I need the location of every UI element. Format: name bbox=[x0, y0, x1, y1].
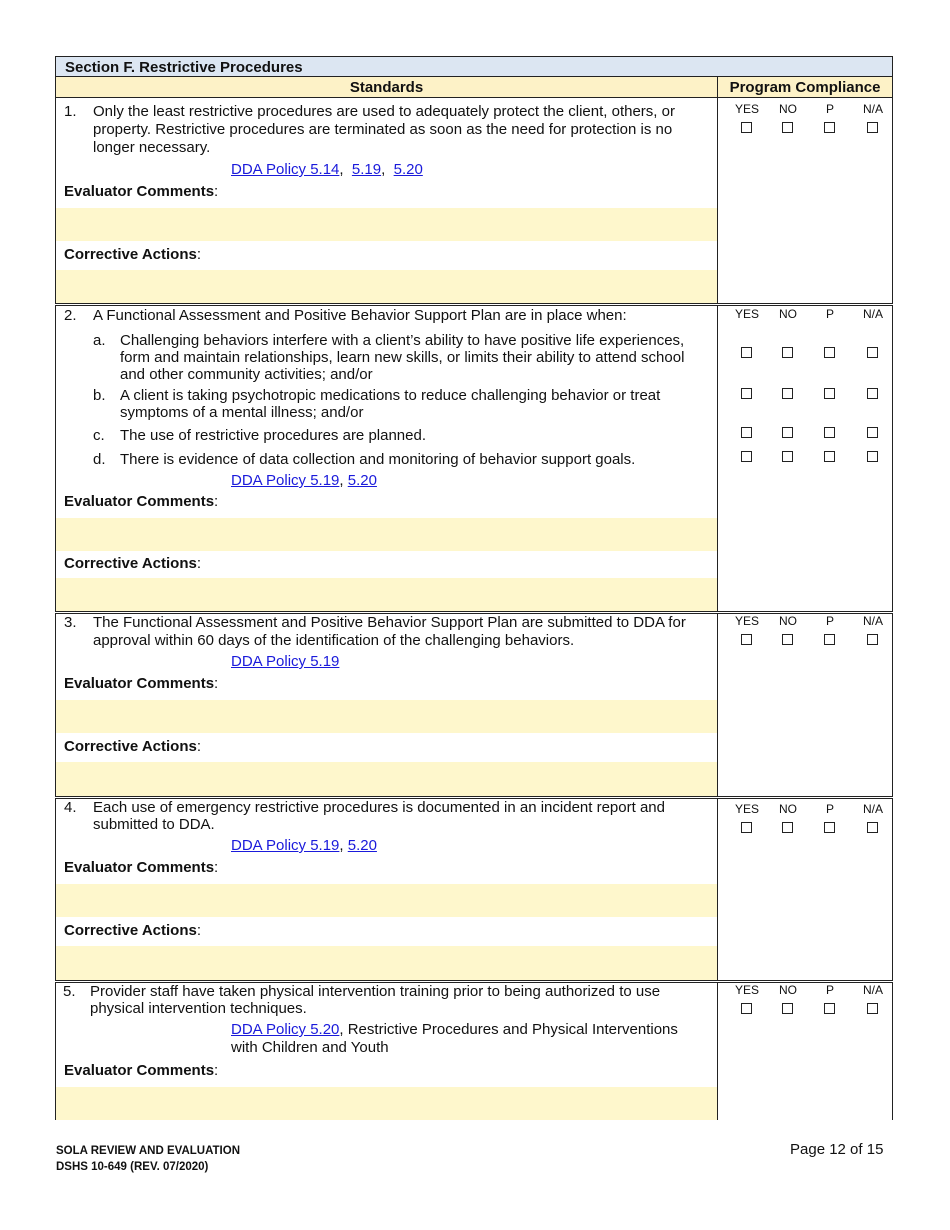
sub-text-line: and other community activities; and/or bbox=[120, 366, 373, 383]
form-footer bbox=[56, 1143, 240, 1175]
na-checkbox[interactable] bbox=[867, 388, 878, 399]
policy-link[interactable]: DDA Policy 5.19 bbox=[231, 472, 340, 489]
section-title: Section F. Restrictive Procedures bbox=[55, 56, 893, 77]
policy-ref: DDA Policy 5.19, 5.20 bbox=[231, 837, 377, 854]
policy-link[interactable]: 5.19 bbox=[351, 161, 382, 178]
yes-checkbox[interactable] bbox=[741, 634, 752, 645]
yes-checkbox[interactable] bbox=[741, 347, 752, 358]
sub-letter: b. bbox=[93, 387, 106, 404]
yes-checkbox[interactable] bbox=[741, 427, 752, 438]
partial-checkbox[interactable] bbox=[824, 822, 835, 833]
partial-checkbox[interactable] bbox=[824, 388, 835, 399]
na-checkbox[interactable] bbox=[867, 451, 878, 462]
no-checkbox[interactable] bbox=[782, 1003, 793, 1014]
sub-text-line: A client is taking psychotropic medications to reduce challenging behavior or treat bbox=[120, 387, 661, 404]
compliance-header: Program Compliance bbox=[717, 77, 893, 98]
policy-ref: DDA Policy 5.20, Restrictive Procedures and Physical Interventions bbox=[231, 1021, 678, 1038]
corrective-actions-field[interactable] bbox=[56, 270, 717, 303]
evaluator-comments-field[interactable] bbox=[56, 884, 717, 917]
no-checkbox[interactable] bbox=[782, 388, 793, 399]
standard-item-5: 5. Provider staff have taken physical intervention training prior to being authorized to use physical intervention techniques. DDA Policy 5.20, Restrictive Procedures and Physical Interventions with Children and Youth Evaluator Comments: YES NO P N/A bbox=[55, 983, 893, 1120]
na-checkbox[interactable] bbox=[867, 634, 878, 645]
no-checkbox[interactable] bbox=[782, 347, 793, 358]
policy-ref bbox=[231, 653, 339, 671]
form-name: SOLA REVIEW AND EVALUATION bbox=[56, 1145, 240, 1157]
partial-checkbox[interactable] bbox=[824, 122, 835, 133]
na-checkbox[interactable] bbox=[867, 427, 878, 438]
evaluator-comments-field[interactable] bbox=[56, 518, 717, 551]
corrective-actions-label: Corrective Actions: bbox=[64, 738, 201, 755]
sub-letter: d. bbox=[93, 451, 106, 468]
evaluator-comments-field[interactable] bbox=[56, 700, 717, 733]
yes-checkbox[interactable] bbox=[741, 822, 752, 833]
sub-text-line: symptoms of a mental illness; and/or bbox=[120, 404, 364, 421]
partial-checkbox[interactable] bbox=[824, 427, 835, 438]
item-text-line: physical intervention techniques. bbox=[90, 1000, 307, 1017]
no-checkbox[interactable] bbox=[782, 634, 793, 645]
standard-item-2: 2. A Functional Assessment and Positive Behavior Support Plan are in place when: a. Challenging behaviors interfere with a client’s ability to have positive life experiences, form and maintain relationships, learn new skills, or limits their ability to attend school and other community activities; and/or b. A client is taking psychotropic medications to reduce challenging behavior or treat symptoms of a mental illness; and/or c. The use of restrictive procedures are planned. d. There is evidence of data collection and monitoring of behavior support goals. DDA Policy 5.19, 5.20 Evaluator Comments: Corrective Actions: YES NO P N/A bbox=[55, 306, 893, 611]
policy-link[interactable]: 5.20 bbox=[393, 161, 423, 178]
sub-text-line: form and maintain relationships, learn new skills, or limits their ability to attend school bbox=[120, 349, 685, 366]
policy-ref: DDA Policy 5.14, 5.19, 5.20 bbox=[231, 161, 423, 178]
standards-header: Standards bbox=[55, 77, 718, 98]
item-number: 5. bbox=[63, 983, 76, 1000]
corrective-actions-label: Corrective Actions: bbox=[64, 555, 201, 572]
sub-text-line: Challenging behaviors interfere with a client’s ability to have positive life experiences, bbox=[120, 332, 685, 349]
partial-checkbox[interactable] bbox=[824, 347, 835, 358]
yes-checkbox[interactable] bbox=[741, 1003, 752, 1014]
na-checkbox[interactable] bbox=[867, 347, 878, 358]
item-text-line: The Functional Assessment and Positive Behavior Support Plan are submitted to DDA for bbox=[93, 614, 686, 631]
evaluator-comments-label: Evaluator Comments: bbox=[64, 859, 219, 876]
policy-link[interactable]: 5.20 bbox=[347, 837, 377, 854]
item-text-line: longer necessary. bbox=[93, 139, 211, 156]
yes-checkbox[interactable] bbox=[741, 451, 752, 462]
evaluator-comments-label: Evaluator Comments: bbox=[64, 493, 219, 510]
na-checkbox[interactable] bbox=[867, 1003, 878, 1014]
standard-item-3: 3. The Functional Assessment and Positive Behavior Support Plan are submitted to DDA for approval within 60 days of the identification of the challenging behaviors. DDA Policy 5.19 Evaluator Comments: Corrective Actions: YES NO P N/A bbox=[55, 614, 893, 796]
form-section bbox=[55, 56, 893, 1120]
sub-text-line: The use of restrictive procedures are planned. bbox=[120, 427, 426, 444]
policy-link[interactable]: DDA Policy 5.19 bbox=[231, 653, 340, 670]
evaluator-comments-label: Evaluator Comments: bbox=[64, 675, 219, 692]
item-text-line: Only the least restrictive procedures are used to adequately protect the client, others, or bbox=[93, 103, 675, 120]
item-number: 1. bbox=[64, 103, 77, 120]
no-checkbox[interactable] bbox=[782, 122, 793, 133]
corrective-actions-field[interactable] bbox=[56, 946, 717, 980]
partial-checkbox[interactable] bbox=[824, 634, 835, 645]
evaluator-comments-field[interactable] bbox=[56, 1087, 717, 1120]
item-number: 3. bbox=[64, 614, 77, 631]
sub-letter: a. bbox=[93, 332, 106, 349]
na-checkbox[interactable] bbox=[867, 822, 878, 833]
corrective-actions-label: Corrective Actions: bbox=[64, 922, 201, 939]
item-number: 2. bbox=[64, 307, 77, 324]
policy-ref: DDA Policy 5.19, 5.20 bbox=[231, 472, 377, 489]
yes-checkbox[interactable] bbox=[741, 388, 752, 399]
policy-link[interactable]: 5.20 bbox=[347, 472, 377, 489]
item-text-line: Provider staff have taken physical intervention training prior to being authorized to use bbox=[90, 983, 661, 1000]
yes-checkbox[interactable] bbox=[741, 122, 752, 133]
policy-link[interactable]: DDA Policy 5.14 bbox=[231, 161, 340, 178]
item-text: A Functional Assessment and Positive Behavior Support Plan are in place when: bbox=[93, 307, 627, 324]
item-text-line: Each use of emergency restrictive procedures is documented in an incident report and bbox=[93, 799, 665, 816]
policy-ref-line: with Children and Youth bbox=[231, 1039, 389, 1056]
standard-item-1: 1. Only the least restrictive procedures are used to adequately protect the client, others, or property. Restrictive procedures are terminated as soon as the need for protection is no longer necessary. DDA Policy 5.14, 5.19, 5.20 Evaluator Comments: Corrective Actions: YES NO P N/A bbox=[55, 98, 893, 303]
sub-letter: c. bbox=[93, 427, 105, 444]
evaluator-comments-field[interactable] bbox=[56, 208, 717, 241]
partial-checkbox[interactable] bbox=[824, 451, 835, 462]
partial-checkbox[interactable] bbox=[824, 1003, 835, 1014]
corrective-actions-field[interactable] bbox=[56, 578, 717, 611]
item-text-line: approval within 60 days of the identification of the challenging behaviors. bbox=[93, 632, 575, 649]
page-number: Page 12 of 15 bbox=[790, 1141, 884, 1158]
policy-link[interactable]: DDA Policy 5.20 bbox=[231, 1021, 340, 1038]
no-checkbox[interactable] bbox=[782, 427, 793, 438]
evaluator-comments-label: Evaluator Comments: bbox=[64, 1062, 219, 1079]
item-number: 4. bbox=[64, 799, 77, 816]
policy-link[interactable]: DDA Policy 5.19 bbox=[231, 837, 340, 854]
na-checkbox[interactable] bbox=[867, 122, 878, 133]
item-text-line: submitted to DDA. bbox=[93, 816, 215, 833]
corrective-actions-label: Corrective Actions: bbox=[64, 246, 201, 263]
item-text-line: property. Restrictive procedures are terminated as soon as the need for protection is no bbox=[93, 121, 673, 138]
evaluator-comments-label: Evaluator Comments: bbox=[64, 183, 219, 200]
sub-text-line: There is evidence of data collection and monitoring of behavior support goals. bbox=[120, 451, 636, 468]
corrective-actions-field[interactable] bbox=[56, 762, 717, 796]
form-number: DSHS 10-649 (REV. 07/2020) bbox=[56, 1161, 209, 1173]
no-checkbox[interactable] bbox=[782, 451, 793, 462]
no-checkbox[interactable] bbox=[782, 822, 793, 833]
standard-item-4: 4. Each use of emergency restrictive procedures is documented in an incident report and submitted to DDA. DDA Policy 5.19, 5.20 Evaluator Comments: Corrective Actions: YES NO P N/A bbox=[55, 799, 893, 980]
